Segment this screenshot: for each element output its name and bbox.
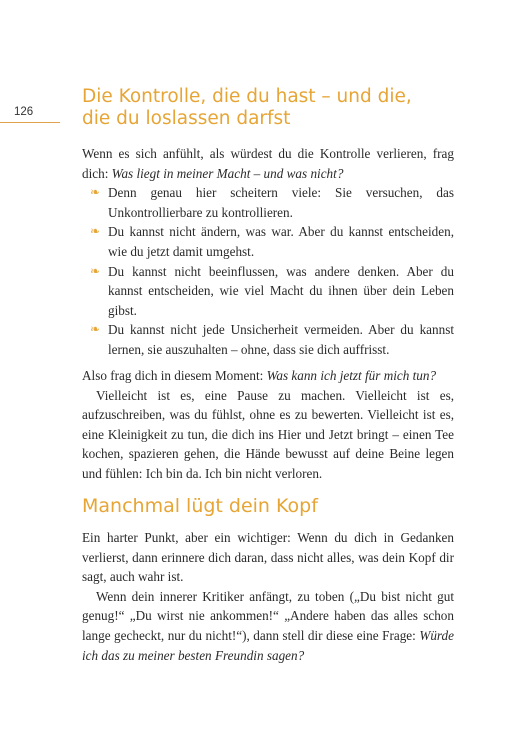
intro-text: Wenn es sich anfühlt, als würdest du die Kontrolle verlieren, frag dich: — [82, 146, 454, 181]
list-item — [82, 320, 454, 359]
inner-critic-question: Würde ich das zu meiner besten Freundin sagen? — [82, 627, 454, 663]
list-item-text: Du kannst nicht beeinflussen, was andere denken. Aber du kannst entscheiden, wie viel Macht du ihnen über dein Leben gibst. — [108, 263, 454, 318]
hard-point-paragraph: Ein harter Punkt, aber ein wichtiger: Wenn du dich in Gedanken verlierst, dann erinnere dich daran, dass nicht alles, was dein Kopf dir sagt, auch wahr ist. — [82, 530, 454, 585]
list-item-text: Denn genau hier scheitern viele: Sie versuchen, das Unkontrollierbare zu kontrollieren. — [108, 185, 454, 220]
inner-critic-paragraph — [82, 587, 454, 665]
list-item — [82, 262, 454, 321]
heading-line-2: die du loslassen darfst — [82, 108, 291, 129]
section-control-body — [82, 144, 454, 360]
page-number: 126 — [14, 106, 34, 118]
intro-question: Was liegt in meiner Macht – und was nicht? — [111, 165, 344, 181]
section-heading-head-lies: Manchmal lügt dein Kopf — [82, 495, 318, 517]
floral-leaf-icon: ❧ — [90, 224, 101, 239]
list-item — [82, 183, 454, 222]
page-number-rule — [0, 122, 60, 123]
question-paragraph — [82, 366, 454, 386]
suggestion-paragraph: Vielleicht ist es, eine Pause zu machen. Vielleicht ist es, aufzuschreiben, was du fühlst, ohne es zu bewerten. Vielleicht ist es, eine Kleinigkeit zu tun, die dich ins Hier und Jetzt bringt – einen Tee kochen, spazieren gehen, die Hände bewusst auf deine Beine legen und fühlen: Ich bin da. Ich bin nicht verloren. — [82, 387, 454, 481]
heading-line-1: Die Kontrolle, die du hast – und die, — [82, 86, 412, 107]
list-item-text: Du kannst nicht jede Unsicherheit vermeiden. Aber du kannst lernen, sie auszuhalten – ohne, dass sie dich auffrisst. — [108, 322, 454, 357]
floral-leaf-icon: ❧ — [90, 263, 101, 278]
list-item-text: Du kannst nicht ändern, was war. Aber du kannst entscheiden, wie du jetzt damit umgehst. — [108, 224, 454, 259]
list-item — [82, 222, 454, 261]
intro-paragraph — [82, 144, 454, 183]
inner-critic-text: Wenn dein innerer Kritiker anfängt, zu toben („Du bist nicht gut genug!“ „Du wirst nie ankommen!“ „Andere haben das alles schon lange gecheckt, nur du nicht!“), dann stell dir diese eine Frage: — [82, 588, 454, 643]
section-head-lies-body — [82, 528, 454, 665]
floral-leaf-icon: ❧ — [90, 185, 101, 200]
bullet-list — [82, 183, 454, 359]
question-italic: Was kann ich jetzt für mich tun? — [266, 368, 437, 383]
section-heading-control — [82, 86, 412, 130]
question-text: Also frag dich in diesem Moment: — [82, 368, 267, 383]
floral-leaf-icon: ❧ — [90, 322, 101, 337]
section-moment-body — [82, 366, 454, 484]
